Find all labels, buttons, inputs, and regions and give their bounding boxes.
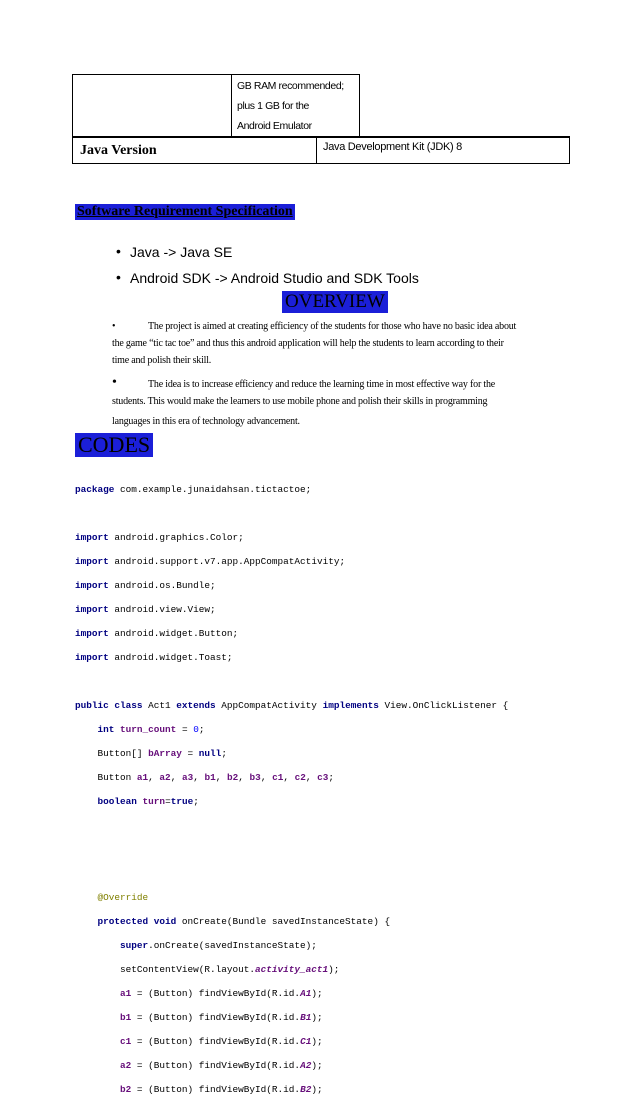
code-line: import android.widget.Toast; <box>75 652 233 663</box>
requirement-item <box>116 269 419 286</box>
code-line: b1 = (Button) findViewById(R.id.B1); <box>120 1012 323 1023</box>
import-path: android.widget.Toast; <box>114 652 233 663</box>
bullet-icon: • <box>112 375 117 390</box>
code-line: a1 = (Button) findViewById(R.id.A1); <box>120 988 323 999</box>
code-line: b2 = (Button) findViewById(R.id.B2); <box>120 1084 323 1095</box>
code-line: public class Act1 extends AppCompatActivity implements View.OnClickListener { <box>75 700 509 711</box>
code-line: import android.os.Bundle; <box>75 580 216 591</box>
import-path: android.view.View; <box>114 604 216 615</box>
import-path: android.widget.Button; <box>114 628 239 639</box>
bullet-icon: • <box>112 321 116 332</box>
code-line: import android.widget.Button; <box>75 628 239 639</box>
srs-heading: Software Requirement Specification <box>77 204 293 219</box>
bullet-icon: • <box>116 269 121 285</box>
codes-heading: CODES <box>75 433 153 457</box>
ram-line-1: GB RAM recommended; <box>237 80 344 92</box>
java-version-value: Java Development Kit (JDK) 8 <box>323 141 462 153</box>
code-line: @Override <box>97 892 149 903</box>
code-line: package com.example.junaidahsan.tictactoe; <box>75 484 312 495</box>
code-line: c1 = (Button) findViewById(R.id.C1); <box>120 1036 323 1047</box>
table-cell-ram <box>231 74 360 138</box>
code-line: import android.graphics.Color; <box>75 532 244 543</box>
code-line: super.onCreate(savedInstanceState); <box>120 940 317 951</box>
paragraph-line: time and polish their skill. <box>112 355 212 366</box>
requirement-item <box>116 243 233 260</box>
paragraph-line: The idea is to increase efficiency and reduce the learning time in most effective way for the <box>148 379 495 390</box>
paragraph-line: The project is aimed at creating efficiency of the students for those who have no basic idea about <box>148 321 517 332</box>
code-line: int turn_count = 0; <box>97 724 205 735</box>
paragraph-line: students. This would make the learners to use mobile phone and polish their skills in programming <box>112 396 488 407</box>
ram-line-3: Android Emulator <box>237 120 312 132</box>
code-line: Button a1, a2, a3, b1, b2, b3, c1, c2, c3; <box>75 772 335 783</box>
bullet-icon: • <box>116 243 121 259</box>
paragraph-line: the game “tic tac toe” and thus this android application will help the students to learn according to their <box>112 338 504 349</box>
code-line: import android.view.View; <box>75 604 216 615</box>
code-line: Button[] bArray = null; <box>75 748 227 759</box>
import-path: android.support.v7.app.AppCompatActivity; <box>114 556 346 567</box>
code-line: setContentView(R.layout.activity_act1); <box>75 964 340 975</box>
package-name: com.example.junaidahsan.tictactoe; <box>120 484 312 495</box>
java-version-label: Java Version <box>80 143 157 158</box>
code-line: import android.support.v7.app.AppCompatActivity; <box>75 556 346 567</box>
code-line: protected void onCreate(Bundle savedInstanceState) { <box>97 916 391 927</box>
java-version-row <box>72 136 570 164</box>
code-line: boolean turn=true; <box>97 796 199 807</box>
ram-row <box>72 74 570 137</box>
import-path: android.graphics.Color; <box>114 532 244 543</box>
import-path: android.os.Bundle; <box>114 580 216 591</box>
table-divider <box>316 138 317 163</box>
requirement-text: Android SDK -> Android Studio and SDK Tools <box>130 270 419 286</box>
code-line: a2 = (Button) findViewById(R.id.A2); <box>120 1060 323 1071</box>
code-block <box>75 472 508 1108</box>
overview-heading: OVERVIEW <box>282 291 388 313</box>
paragraph-line: languages in this era of technology advancement. <box>112 416 300 427</box>
requirement-text: Java -> Java SE <box>130 244 233 260</box>
table-cell-empty <box>72 74 232 138</box>
ram-line-2: plus 1 GB for the <box>237 100 309 112</box>
